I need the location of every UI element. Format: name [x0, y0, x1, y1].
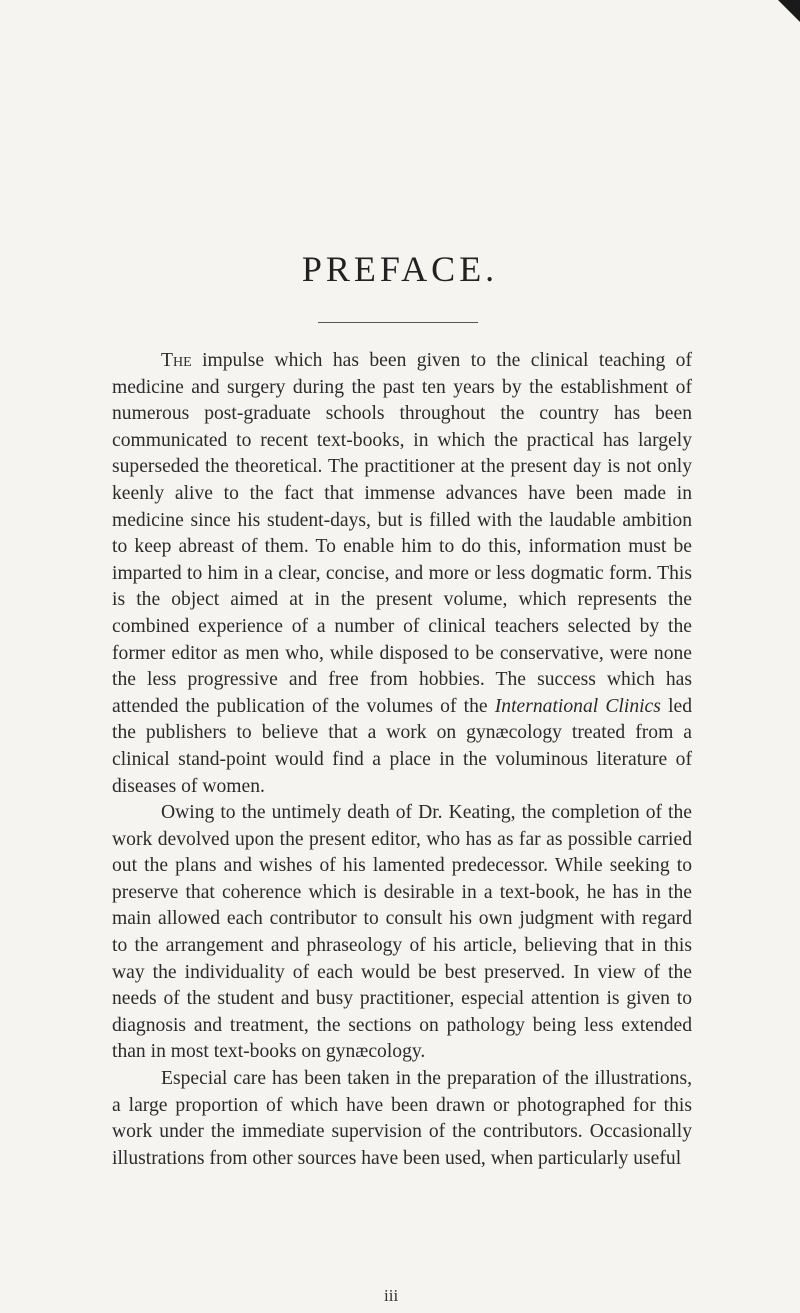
page-number: iii	[384, 1286, 399, 1305]
paragraph-1-italic: International Clinics	[494, 695, 661, 717]
paragraph-1	[112, 348, 692, 800]
page-title: PREFACE.	[301, 249, 499, 289]
paragraph-1-text-after: led the publishers to believe that a work on gynæcology treated from a clinical stand-point would find a place in the voluminous literature of diseases of women.	[112, 695, 693, 797]
paragraph-1-lead: The	[161, 350, 192, 371]
title-divider	[318, 322, 478, 323]
preface-body	[112, 348, 692, 1172]
paragraph-3: Especial care has been taken in the preparation of the illustrations, a large proportion of which have been drawn or photographed for this work under the immediate supervision of the contributors. Occasionally illustrations from other sources have been used, when particularly useful	[112, 1068, 692, 1169]
paragraph-1-text: impulse which has been given to the clinical teaching of medicine and surgery during the past ten years by the establishment of numerous post-graduate schools throughout the country has been communicated to recent text-books, in which the practical has largely superseded the theoretical. The practitioner at the present day is not only keenly alive to the fact that immense advances have been made in medicine since his student-days, but is filled with the laudable ambition to keep abreast of them. To enable him to do this, information must be imparted to him in a clear, concise, and more or less dogmatic form. This is the object aimed at in the present volume, which represents the combined experience of a number of clinical teachers selected by the former editor as men who, while disposed to be conservative, were none the less progressive and free from hobbies. The success which has attended the publication of the volumes of the	[112, 350, 692, 717]
paragraph-2: Owing to the untimely death of Dr. Keating, the completion of the work devolved upon the present editor, who has as far as possible carried out the plans and wishes of his lamented predecessor. While seeking to preserve that coherence which is desirable in a text-book, he has in the main allowed each contributor to consult his own judgment with regard to the arrangement and phraseology of his article, believing that in this way the individuality of each would be best preserved. In view of the needs of the student and busy practitioner, especial attention is given to diagnosis and treatment, the sections on pathology being less extended than in most text-books on gynæcology.	[112, 802, 692, 1063]
page-corner-mark	[778, 0, 800, 22]
